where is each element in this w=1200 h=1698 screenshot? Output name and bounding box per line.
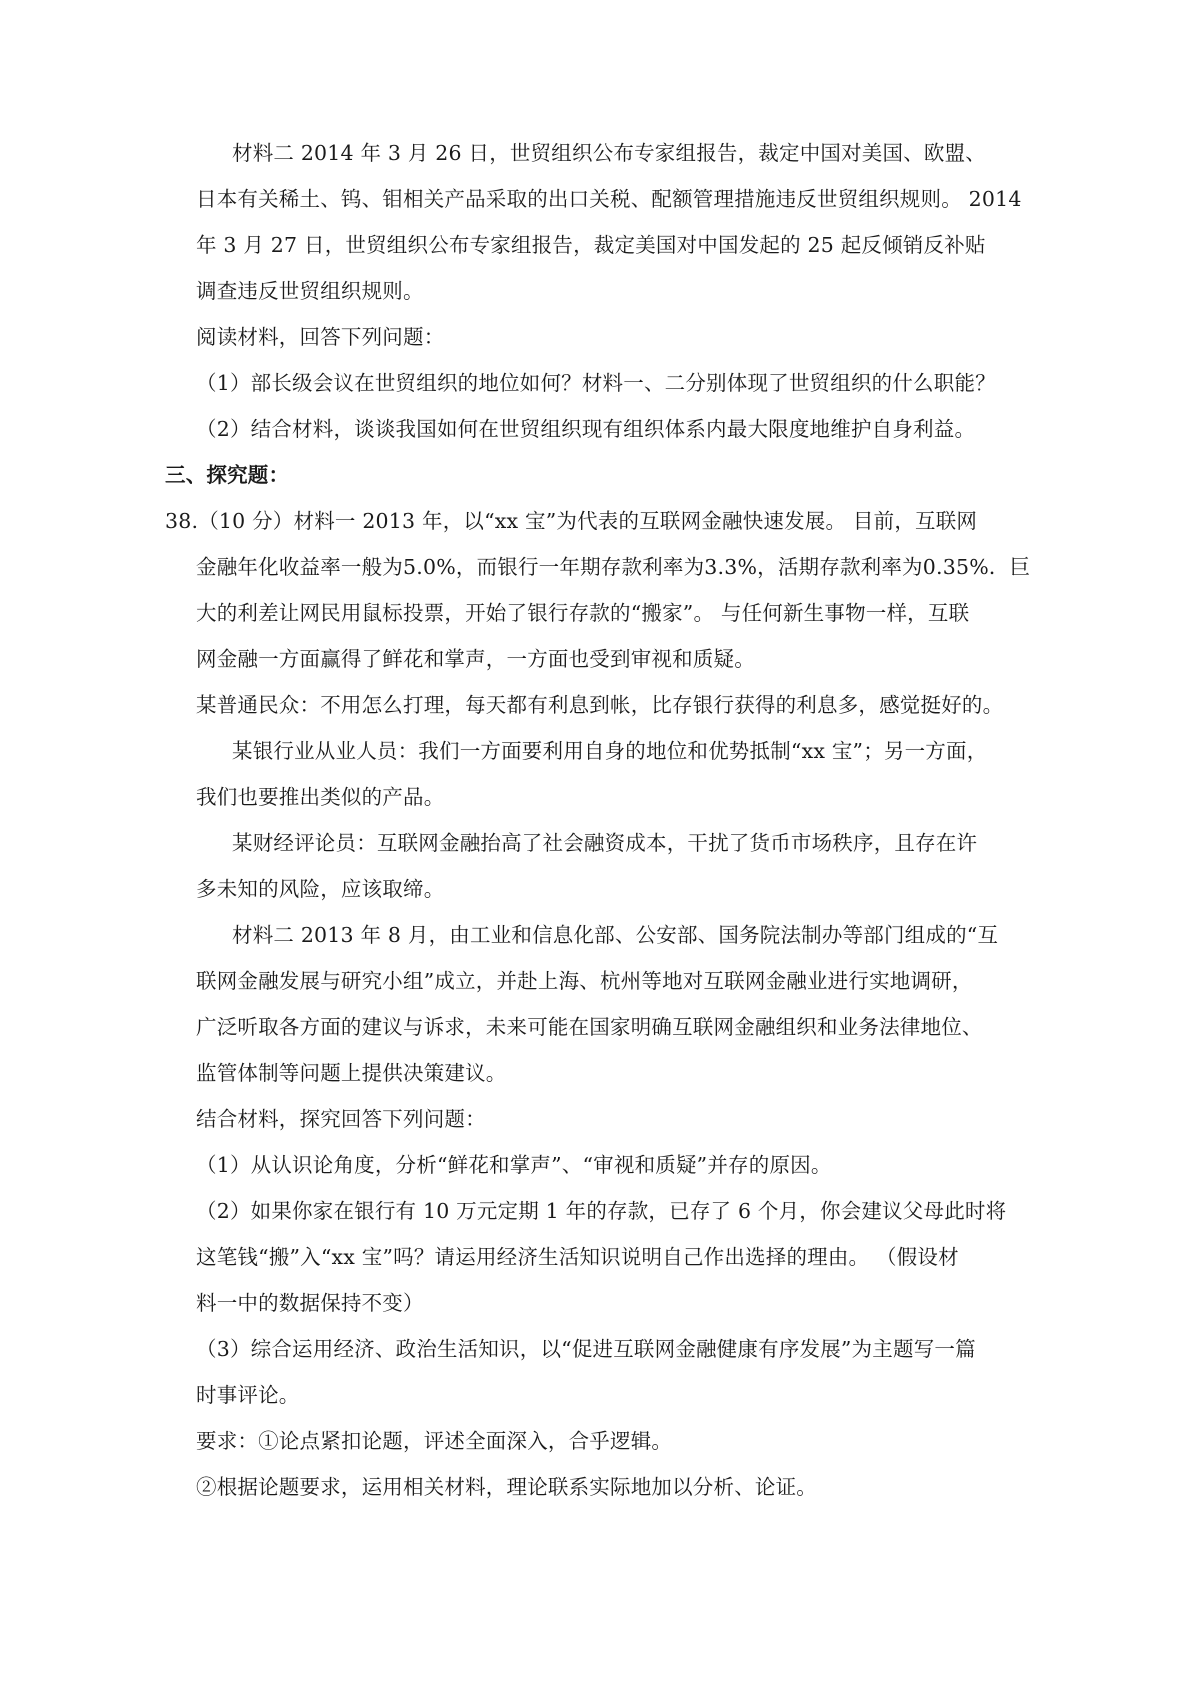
- q38-material1-line-3: 大的利差让网民用鼠标投票，开始了银行存款的“搬家”。 与任何新生事物一样，互联: [196, 601, 970, 625]
- q37-part2: （2）结合材料，谈谈我国如何在世贸组织现有组织体系内最大限度地维护自身利益。: [196, 417, 976, 441]
- q38-material2-line-3: 广泛听取各方面的建议与诉求，未来可能在国家明确互联网金融组织和业务法律地位、: [196, 1015, 983, 1039]
- q38-part1: （1）从认识论角度，分析“鲜花和掌声”、“审视和质疑”并存的原因。: [196, 1153, 832, 1177]
- q38-material2-line-1: 材料二 2013 年 8 月，由工业和信息化部、公安部、国务院法制办等部门组成的“互: [232, 923, 999, 947]
- q38-material2-line-2: 联网金融发展与研究小组”成立，并赴上海、杭州等地对互联网金融业进行实地调研，: [196, 969, 973, 993]
- commentator-opinion-line-1: 某财经评论员：互联网金融抬高了社会融资成本，干扰了货币市场秩序，且存在许: [232, 831, 978, 855]
- banker-opinion-line-2: 我们也要推出类似的产品。: [196, 785, 445, 809]
- material2-line-4: 调查违反世贸组织规则。: [196, 279, 424, 303]
- q38-part2-line-1: （2）如果你家在银行有 10 万元定期 1 年的存款，已存了 6 个月，你会建议父母此时将: [196, 1199, 1007, 1223]
- banker-opinion-line-1: 某银行业从业人员：我们一方面要利用自身的地位和优势抵制“xx 宝”；另一方面，: [232, 739, 988, 763]
- q38-material2-line-4: 监管体制等问题上提供决策建议。: [196, 1061, 507, 1085]
- section3-heading: 三、探究题：: [165, 463, 290, 487]
- q38-part2-line-2: 这笔钱“搬”入“xx 宝”吗？请运用经济生活知识说明自己作出选择的理由。 （假设材: [196, 1245, 959, 1269]
- requirements-line-1: 要求：①论点紧扣论题，评述全面深入，合乎逻辑。: [196, 1429, 673, 1453]
- q38-material1-line-4: 网金融一方面赢得了鲜花和掌声，一方面也受到审视和质疑。: [196, 647, 755, 671]
- q37-part1: （1）部长级会议在世贸组织的地位如何？材料一、二分别体现了世贸组织的什么职能？: [196, 371, 996, 395]
- explore-prompt: 结合材料，探究回答下列问题：: [196, 1107, 486, 1131]
- material2-line-3: 年 3 月 27 日，世贸组织公布专家组报告，裁定美国对中国发起的 25 起反倾销反补贴: [196, 233, 986, 257]
- material2-line-1: 材料二 2014 年 3 月 26 日，世贸组织公布专家组报告，裁定中国对美国、欧盟、: [232, 141, 986, 165]
- requirements-line-2: ②根据论题要求，运用相关材料，理论联系实际地加以分析、论证。: [196, 1475, 817, 1499]
- citizen-opinion: 某普通民众：不用怎么打理，每天都有利息到帐，比存银行获得的利息多，感觉挺好的。: [196, 693, 1004, 717]
- q38-part3-line-2: 时事评论。: [196, 1383, 300, 1407]
- commentator-opinion-line-2: 多未知的风险，应该取缔。: [196, 877, 445, 901]
- read-prompt: 阅读材料，回答下列问题：: [196, 325, 445, 349]
- q38-part3-line-1: （3）综合运用经济、政治生活知识，以“促进互联网金融健康有序发展”为主题写一篇: [196, 1337, 976, 1361]
- material2-line-2: 日本有关稀土、钨、钼相关产品采取的出口关税、配额管理措施违反世贸组织规则。 2014: [196, 187, 1022, 211]
- q38-material1-line-2: 金融年化收益率一般为5.0%，而银行一年期存款利率为3.3%，活期存款利率为0.35%．巨: [196, 555, 1031, 579]
- q38-part2-line-3: 料一中的数据保持不变）: [196, 1291, 424, 1315]
- q38-material1-line-1: 38.（10 分）材料一 2013 年，以“xx 宝”为代表的互联网金融快速发展。 目前，互联网: [165, 509, 978, 533]
